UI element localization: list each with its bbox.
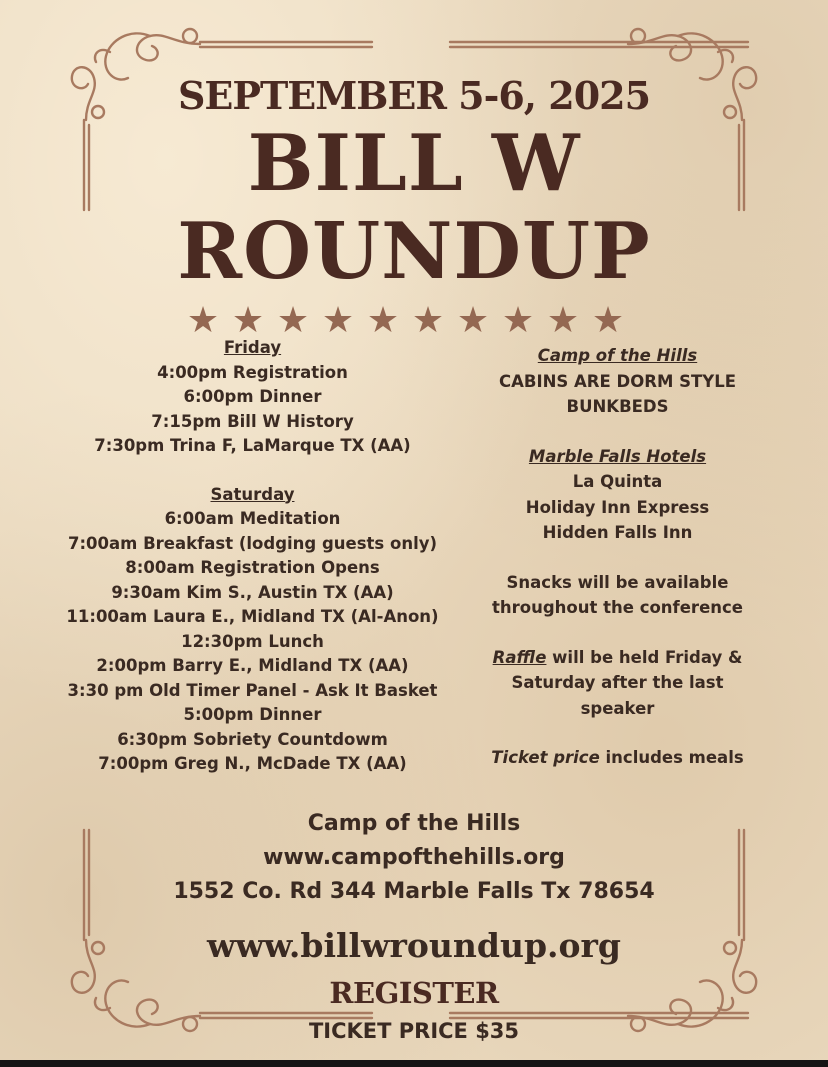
snacks-note: throughout the conference [492, 598, 743, 617]
hotel-item: Hidden Falls Inn [542, 523, 693, 542]
schedule-item-saturday: 9:30am Kim S., Austin TX (AA) [111, 582, 394, 602]
raffle-word: Raffle [492, 647, 547, 667]
spacer [480, 721, 755, 745]
event-title-line1: BILL W [247, 118, 581, 209]
schedule-item-saturday: 3:30 pm Old Timer Panel - Ask It Basket [67, 680, 438, 700]
schedule-item-friday: 6:00pm Dinner [183, 387, 322, 406]
raffle-note: speaker [580, 698, 655, 718]
bottom-edge [0, 1060, 828, 1067]
camp-info-line: BUNKBEDS [566, 397, 669, 416]
schedule-item-friday: 7:30pm Trina F, LaMarque TX (AA) [94, 436, 411, 455]
star-icon: ★ [591, 300, 625, 341]
schedule-column [40, 336, 465, 777]
event-title-line2: ROUNDUP [177, 206, 651, 297]
venue-address: 1552 Co. Rd 344 Marble Falls Tx 78654 [173, 879, 655, 904]
schedule-item-friday: 4:00pm Registration [157, 362, 348, 382]
star-icon: ★ [366, 300, 400, 341]
raffle-note: Saturday after the last [511, 673, 724, 692]
star-icon: ★ [186, 300, 220, 341]
star-icon: ★ [321, 300, 355, 341]
ticket-note-text: includes meals [599, 748, 744, 767]
schedule-item-saturday: 2:00pm Barry E., Midland TX (AA) [96, 656, 409, 675]
camp-info-line: CABINS ARE DORM STYLE [499, 371, 736, 391]
schedule-item-saturday: 7:00pm Greg N., McDade TX (AA) [98, 754, 407, 773]
spacer [480, 546, 755, 570]
star-icon: ★ [546, 300, 580, 341]
hotel-item: Holiday Inn Express [525, 497, 710, 517]
schedule-item-saturday: 6:00am Meditation [164, 509, 341, 528]
raffle-note [480, 645, 755, 671]
spacer [480, 621, 755, 645]
raffle-note-text: will be held Friday & [546, 647, 743, 667]
ticket-price: TICKET PRICE $35 [308, 1019, 520, 1043]
event-website: www.billwroundup.org [207, 926, 621, 965]
venue-url: www.campofthehills.org [263, 845, 565, 870]
ticket-price-word: Ticket price [491, 748, 600, 767]
hotels-heading: Marble Falls Hotels [528, 446, 707, 466]
info-column [480, 343, 755, 771]
schedule-item-saturday: 12:30pm Lunch [181, 631, 324, 651]
schedule-item-saturday: 7:00am Breakfast (lodging guests only) [67, 533, 438, 553]
hotel-item: La Quinta [572, 472, 663, 491]
register-label: REGISTER [329, 976, 499, 1010]
saturday-heading: Saturday [210, 484, 295, 504]
schedule-item-saturday: 11:00am Laura E., Midland TX (Al-Anon) [66, 607, 439, 626]
star-icon: ★ [276, 300, 310, 341]
star-icon: ★ [231, 300, 265, 341]
event-date: SEPTEMBER 5-6, 2025 [177, 73, 651, 118]
venue-name: Camp of the Hills [307, 811, 521, 836]
star-icon: ★ [411, 300, 445, 341]
friday-heading: Friday [223, 338, 282, 357]
schedule-item-saturday: 6:30pm Sobriety Countdowm [117, 729, 388, 749]
camp-heading: Camp of the Hills [537, 346, 698, 365]
schedule-item-saturday: 5:00pm Dinner [183, 705, 322, 724]
schedule-item-friday: 7:15pm Bill W History [151, 411, 354, 431]
star-icon: ★ [501, 300, 535, 341]
ticket-note [480, 745, 755, 771]
snacks-note: Snacks will be available [506, 572, 729, 592]
spacer [480, 420, 755, 444]
schedule-item-saturday: 8:00am Registration Opens [125, 558, 380, 577]
star-icon: ★ [456, 300, 490, 341]
venue-block [0, 807, 828, 909]
star-divider [183, 302, 628, 340]
spacer [40, 459, 465, 483]
